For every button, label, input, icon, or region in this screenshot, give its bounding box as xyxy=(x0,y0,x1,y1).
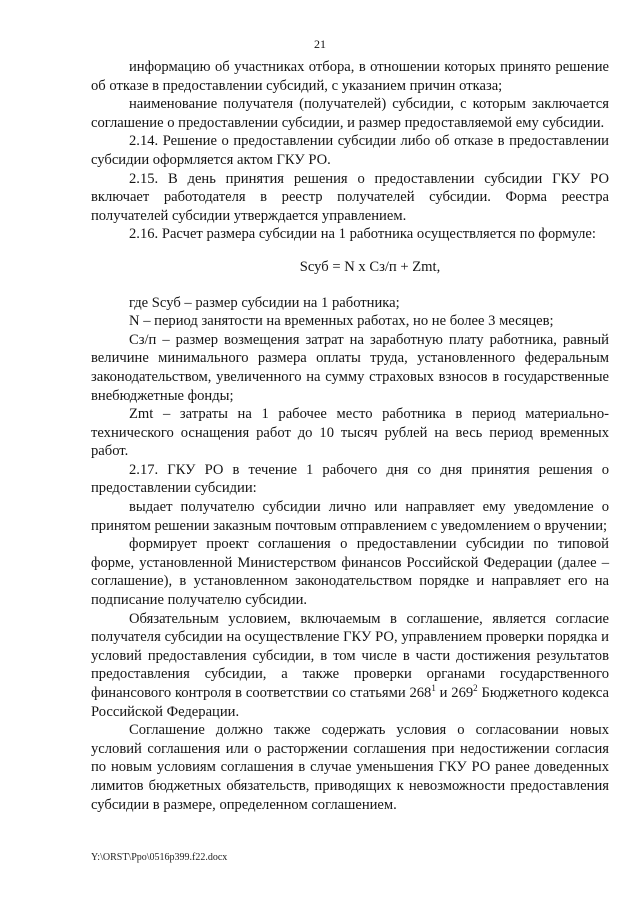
paragraph-mandatory-condition xyxy=(91,610,609,722)
definition-n: N – период занятости на временных работах, но не более 3 месяцев; xyxy=(129,313,554,330)
paragraph-draft-agreement: формирует проект соглашения о предоставлении субсидии по типовой форме, установленной Министерством финансов Российской Федерации (далее – соглашение), в установленном законодательством порядке и направляет его на подписание получателю субсидии. xyxy=(91,536,609,609)
article-268-superscript: 1 xyxy=(431,683,436,693)
paragraph-participants-info: информацию об участниках отбора, в отношении которых принято решение об отказе в предоставлении субсидий, с указанием причин отказа; xyxy=(91,59,609,94)
paragraph-2-14: 2.14. Решение о предоставлении субсидии либо об отказе в предоставлении субсидии оформляется актом ГКУ РО. xyxy=(91,133,609,168)
subsidy-formula: Sсуб = N х Сз/п + Zmt, xyxy=(299,258,441,275)
condition-ending: Бюджетного кодекса Российской Федерации. xyxy=(91,685,610,720)
paragraph-notification: выдает получателю субсидии лично или направляет ему уведомление о принятом решении заказным почтовым отправлением с уведомлением о вручении; xyxy=(91,499,609,534)
article-268: 268 xyxy=(409,685,432,701)
definition-wage-cost: Сз/п – размер возмещения затрат на заработную плату работника, равный величине минимального размера оплаты труда, установленного федеральным законодательством, увеличенного на сумму страховых взносов в государственные внебюджетные фонды; xyxy=(91,331,609,404)
condition-text: Обязательным условием, включаемым в соглашение, является согласие получателя субсидии на осуществление ГКУ РО, управлением проверки порядка и условий предоставления субсидии, в том числе в части достижения результатов предоставления субсидии, а также проверки органами государственного финансового контроля в соответствии со статьями xyxy=(91,610,609,701)
definition-s-sub: где Sсуб – размер субсидии на 1 работника; xyxy=(129,294,400,311)
paragraph-recipient-name: наименование получателя (получателей) субсидии, с которым заключается соглашение о предоставлении субсидии, и размер предоставляемой ему субсидии. xyxy=(91,96,609,131)
paragraph-2-17: 2.17. ГКУ РО в течение 1 рабочего дня со дня принятия решения о предоставлении субсидии: xyxy=(91,461,609,497)
paragraph-2-16: 2.16. Расчет размера субсидии на 1 работника осуществляется по формуле: xyxy=(129,226,596,243)
file-path-footer: Y:\ORST\Ppo\0516p399.f22.docx xyxy=(91,852,228,863)
article-269: 269 xyxy=(451,685,474,701)
article-269-superscript: 2 xyxy=(473,683,478,693)
document-body xyxy=(91,58,609,814)
page-number: 21 xyxy=(314,37,326,51)
paragraph-agreement-terms: Соглашение должно также содержать условия о согласовании новых условий соглашения или о расторжении соглашения при недостижении согласия по новым условиям соглашения в случае уменьшения ГКУ РО ранее доведенных лимитов бюджетных обязательств, приводящих к невозможности предоставления субсидии в размере, определенном соглашением. xyxy=(91,722,609,813)
definition-zmt: Zmt – затраты на 1 рабочее место работника в период материально-технического оснащения работ до 10 тысяч рублей на весь период временных работ. xyxy=(91,406,609,460)
paragraph-2-15: 2.15. В день принятия решения о предоставлении субсидии ГКУ РО включает работодателя в реестр получателей субсидии. Форма реестра получателей субсидии утверждается управлением. xyxy=(91,170,609,224)
condition-conjunction: и xyxy=(435,685,452,701)
